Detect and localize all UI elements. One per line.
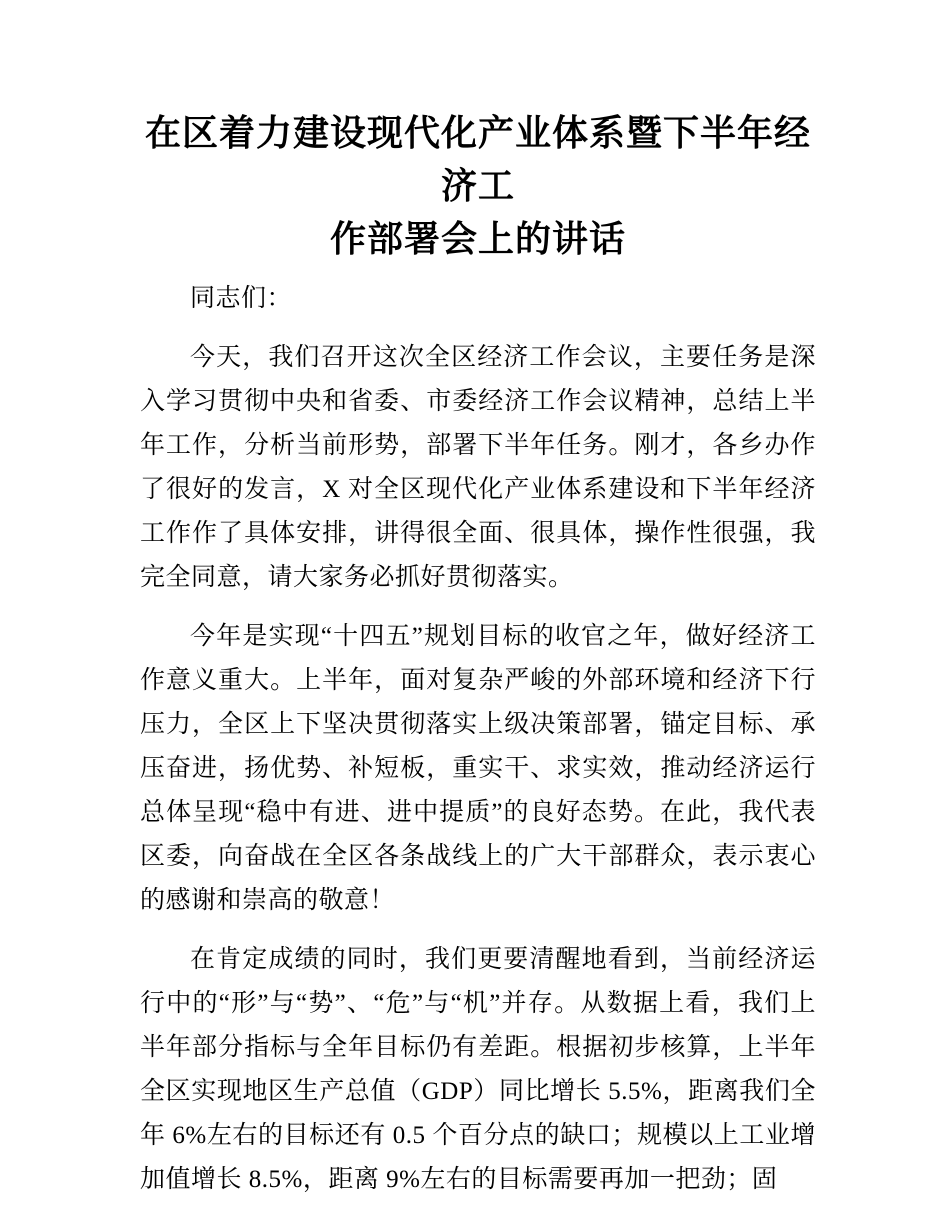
title-line-1: 在区着力建设现代化产业体系暨下半年经济工 [144, 112, 811, 206]
salutation: 同志们： [190, 285, 293, 312]
paragraph-challenges: 在肯定成绩的同时，我们更要清醒地看到，当前经济运行中的“形”与“势”、“危”与“机”并存。从数据上看，我们上半年部分指标与全年目标仍有差距。根据初步核算，上半年全区实现地区生产总值（GDP）同比增长 5.5%，距离我们全年 6%左右的目标还有 0.5 个百分点的缺口；规模以上工业增加值增长 8.5%，距离 9%左右的目标需要再加一把劲；固 [140, 946, 816, 1193]
paragraph-achievements: 今年是实现“十四五”规划目标的收官之年，做好经济工作意义重大。上半年，面对复杂严峻的外部环境和经济下行压力，全区上下坚决贯彻落实上级决策部署，锚定目标、承压奋进，扬优势、补短板，重实干、求实效，推动经济运行总体呈现“稳中有进、进中提质”的良好态势。在此，我代表区委，向奋战在全区各条战线上的广大干部群众，表示衷心的感谢和崇高的敬意！ [140, 623, 816, 914]
title-line-2: 作部署会上的讲话 [329, 218, 626, 259]
document-title [140, 106, 816, 265]
paragraph-opening: 今天，我们召开这次全区经济工作会议，主要任务是深入学习贯彻中央和省委、市委经济工作会议精神，总结上半年工作，分析当前形势，部署下半年任务。刚才，各乡办作了很好的发言，X 对全区现代化产业体系建设和下半年经济工作作了具体安排，讲得很全面、很具体，操作性很强，我完全同意，请大家务必抓好贯彻落实。 [140, 344, 816, 591]
